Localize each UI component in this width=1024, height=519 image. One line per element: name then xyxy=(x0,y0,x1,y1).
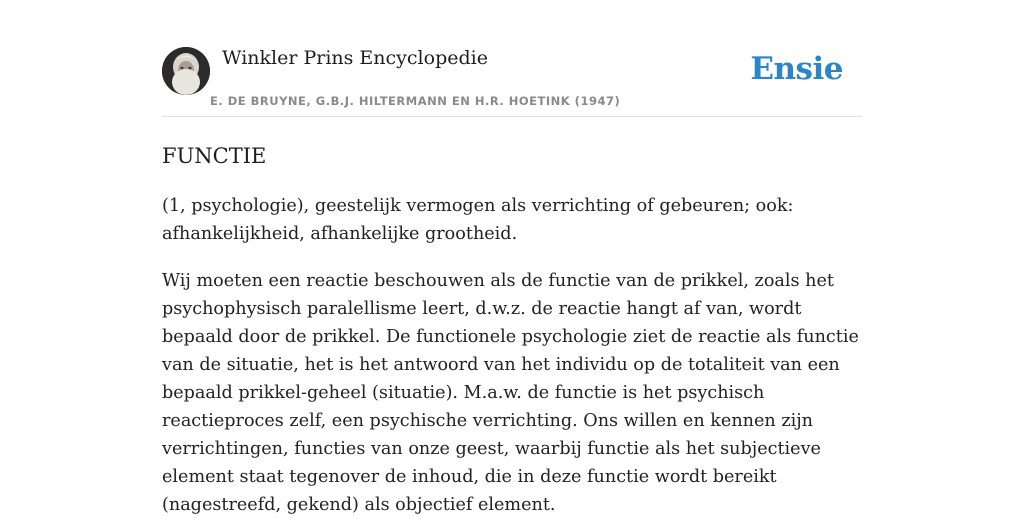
site-title[interactable]: Winkler Prins Encyclopedie xyxy=(222,47,488,69)
brand-logo[interactable]: Ensie xyxy=(750,51,843,87)
portrait-icon xyxy=(162,47,210,95)
article-paragraph: Wij moeten een reactie beschouwen als de functie van de prikkel, zoals het psychophysisch paralellisme leert, d.w.z. de reactie hangt af van, wordt bepaald door de prikkel. De functionele psychologie ziet de reactie als functie van de situatie, het is het antwoord van het individu op de totaliteit van een bepaald prikkel-geheel (situatie). M.a.w. de functie is het psychisch reactieproces zelf, een psychische verrichting. Ons willen en kennen zijn verrichtingen, functies van onze geest, waarbij functie als het subjectieve element staat tegenover de inhoud, die in deze functie wordt bereikt (nagestreefd, gekend) als objectief element. xyxy=(162,271,859,515)
site-header xyxy=(162,0,862,117)
article-headword: FUNCTIE xyxy=(162,144,267,168)
author-avatar[interactable] xyxy=(162,47,210,95)
article-paragraph: (1, psychologie), geestelijk vermogen als verrichting of gebeuren; ook: afhankelijkheid, afhankelijke grootheid. xyxy=(162,196,794,244)
page-container xyxy=(162,0,862,515)
authors-credit: E. DE BRUYNE, G.B.J. HILTERMANN EN H.R. HOETINK (1947) xyxy=(210,94,621,108)
